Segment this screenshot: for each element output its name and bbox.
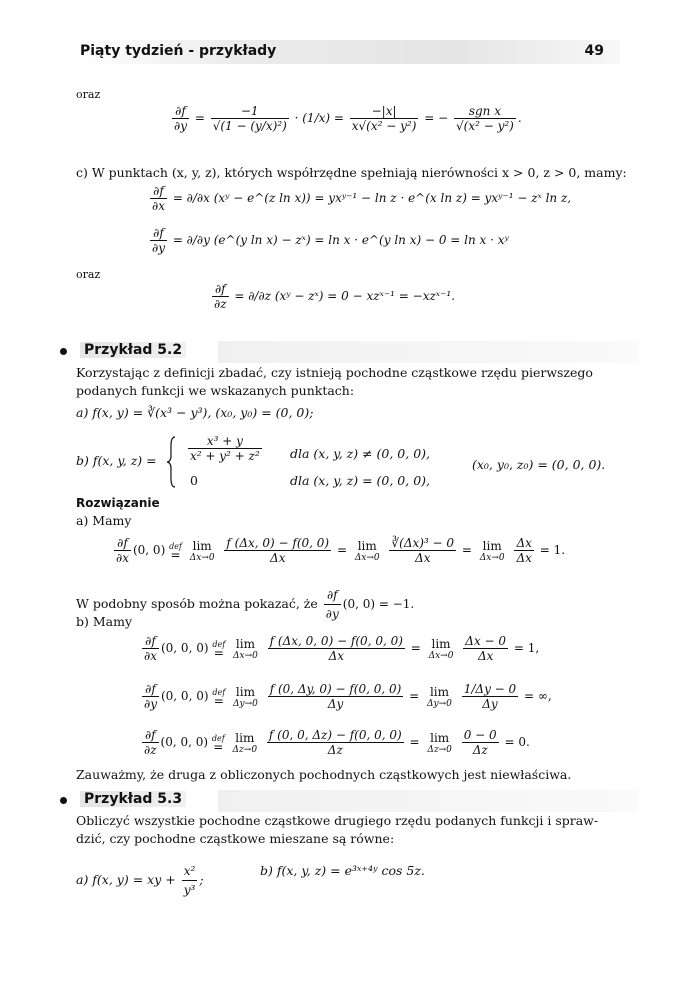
equation-a-limit: $\frac{\partial f}{\partial x}$ (0, 0) def = lim Δx→0 $\frac{f (\Delta x, 0) - f(0, 0)}{\Delta x}$ = lim Δx→0 $\frac{\text{∛(Δx)³ − 0}}{\Delta x}$ = lim Δx→0 $\frac{\Delta x}{\Delta x}$ = 1. bbox=[116, 536, 566, 565]
ex52-text-line2: podanych funkcji we wskazanych punktach: bbox=[76, 383, 355, 398]
example-title: Przykład 5.2 bbox=[80, 342, 186, 358]
running-title: Piąty tydzień - przykłady bbox=[80, 43, 277, 59]
ex52-point: (x₀, y₀, z₀) = (0, 0, 0). bbox=[472, 457, 606, 472]
similar-text: W podobny sposób można pokazać, że $\frac{\partial f}{\partial y}$ (0, 0) = −1. bbox=[76, 588, 415, 621]
ex53-text-line1: Obliczyć wszystkie pochodne cząstkowe drugiego rzędu podanych funkcji i spraw- bbox=[76, 813, 599, 828]
piecewise-case-2: 0 bbox=[190, 473, 198, 488]
fraction-term4: $\frac{\text{sgn x}}{\text{√(x² − y²)}}$ bbox=[455, 104, 514, 133]
note-text: Zauważmy, że druga z obliczonych pochodnych cząstkowych jest niewłaściwa. bbox=[76, 767, 572, 782]
ex53-item-b: b) f(x, y, z) = e³ˣ⁺⁴ʸ cos 5z. bbox=[260, 863, 425, 878]
equation-c-dx: $\frac{\partial f}{\partial x}$ = ∂/∂x (xʸ − e^(z ln x)) = yxʸ⁻¹ − ln z · e^(x ln z) = yxʸ⁻¹ − zˣ ln z, bbox=[152, 184, 572, 213]
ex53-item-a: a) f(x, y) = xy + $\frac{\text{x²}}{\text{y³}}$ ; bbox=[76, 864, 204, 897]
ex52-text-line1: Korzystając z definicji zbadać, czy istnieją pochodne cząstkowe rzędu pierwszego bbox=[76, 365, 593, 380]
section-example-5-2 bbox=[58, 341, 638, 363]
equation-c-dz: $\frac{\partial f}{\partial z}$ = ∂/∂z (xʸ − zˣ) = 0 − xzˣ⁻¹ = −xzˣ⁻¹. bbox=[214, 282, 456, 311]
example-title: Przykład 5.3 bbox=[80, 791, 186, 807]
piecewise-cond-2: dla (x, y, z) = (0, 0, 0), bbox=[290, 473, 431, 488]
part-c-intro: c) W punktach (x, y, z), których współrzędne spełniają nierówności x > 0, z > 0, mamy: bbox=[76, 165, 627, 180]
word-oraz: oraz bbox=[76, 88, 101, 101]
ex52-item-b-lhs: b) f(x, y, z) = bbox=[76, 453, 157, 468]
equation-b-dz: $\frac{\partial f}{\partial z}$ (0, 0, 0) def = lim Δz→0 $\frac{f (0, 0, \Delta z) - f(0, 0, 0)}{\Delta z}$ = lim Δz→0 $\frac{0 - 0}{\Delta z}$ = 0. bbox=[144, 728, 530, 757]
bullet-icon bbox=[60, 348, 67, 355]
fraction-term3: $\frac{-|x|}{\text{x√(x² − y²)}}$ bbox=[351, 104, 417, 133]
piecewise-case-1: $\frac{\text{x³ + y}}{\text{x² + y² + z²}}$ bbox=[190, 434, 260, 463]
word-oraz-2: oraz bbox=[76, 268, 101, 281]
running-header bbox=[74, 40, 620, 64]
solution-heading: Rozwiązanie bbox=[76, 496, 160, 510]
equation-b-dx: $\frac{\partial f}{\partial x}$ (0, 0, 0) def = lim Δx→0 $\frac{f (\Delta x, 0, 0) - f(0, 0, 0)}{\Delta x}$ = lim Δx→0 $\frac{\Delta x - 0}{\Delta x}$ = 1, bbox=[144, 634, 540, 663]
ex53-text-line2: dzić, czy pochodne cząstkowe mieszane są równe: bbox=[76, 831, 395, 846]
fraction-df-dy: $\frac{\partial f}{\partial y}$ bbox=[174, 104, 187, 133]
solution-a-label: a) Mamy bbox=[76, 513, 132, 528]
equation-b-dy: $\frac{\partial f}{\partial y}$ (0, 0, 0) def = lim Δy→0 $\frac{f (0, \Delta y, 0) - f(0, 0, 0)}{\Delta y}$ = lim Δy→0 $\frac{1/\Delta y - 0}{\Delta y}$ = ∞, bbox=[144, 682, 552, 711]
piecewise-cond-1: dla (x, y, z) ≠ (0, 0, 0), bbox=[290, 446, 431, 461]
solution-b-label: b) Mamy bbox=[76, 614, 133, 629]
page-number: 49 bbox=[584, 43, 604, 59]
term2: (1/x) bbox=[302, 111, 331, 125]
fraction-term1: $\frac{-1}{\text{√(1 − (y/x)²)}}$ bbox=[212, 104, 287, 133]
section-example-5-3 bbox=[58, 790, 638, 812]
ex52-item-a: a) f(x, y) = ∛(x³ − y³), (x₀, y₀) = (0, 0); bbox=[76, 405, 314, 420]
brace-icon bbox=[166, 436, 176, 488]
bullet-icon bbox=[60, 797, 67, 804]
equation-c-dy: $\frac{\partial f}{\partial y}$ = ∂/∂y (e^(y ln x) − zˣ) = ln x · e^(y ln x) − 0 = ln x · xʸ bbox=[152, 226, 509, 255]
equation-df-dy: $\frac{\partial f}{\partial y}$ = $\frac{-1}{\text{√(1 − (y/x)²)}}$ · (1/x) = $\frac{-|x|}{\text{x√(x² − y²)}}$ = − $\frac{\text{sgn x}}{\text{√(x² − y²)}}$ . bbox=[174, 104, 522, 133]
